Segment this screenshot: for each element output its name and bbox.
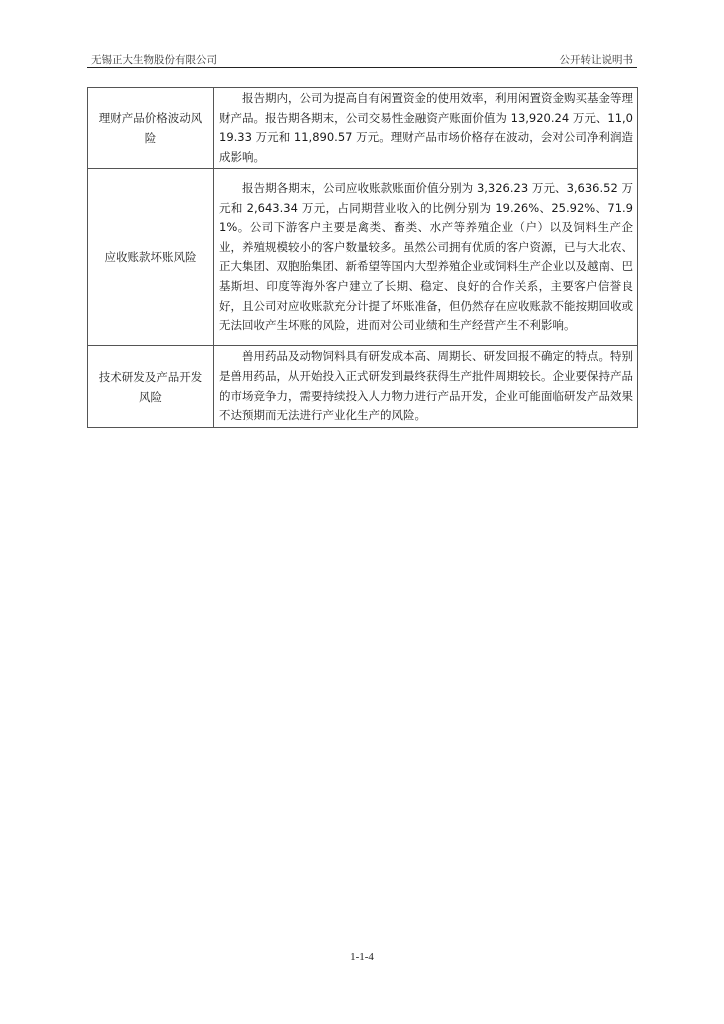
document-type: 公开转让说明书 bbox=[559, 54, 633, 66]
risk-table bbox=[87, 87, 638, 428]
table-row bbox=[88, 169, 638, 346]
company-name: 无锡正大生物股份有限公司 bbox=[91, 54, 217, 66]
risk-description-cell: 兽用药品及动物饲料具有研发成本高、周期长、研发回报不确定的特点。特别是兽用药品，从开始投入正式研发到最终获得生产批件周期较长。企业要保持产品的市场竞争力，需要持续投入人力物力进行产品开发，企业可能面临研发产品效果不达预期而无法进行产业化生产的风险。 bbox=[214, 346, 638, 427]
header-rule bbox=[87, 67, 637, 68]
risk-name-cell: 应收账款坏账风险 bbox=[88, 169, 214, 346]
risk-name-cell: 技术研发及产品开发风险 bbox=[88, 346, 214, 427]
page-number: 1-1-4 bbox=[350, 951, 374, 963]
risk-description-cell: 报告期内，公司为提高自有闲置资金的使用效率，利用闲置资金购买基金等理财产品。报告期各期末，公司交易性金融资产账面价值为 13,920.24 万元、11,019.33 万元和 11,890.57 万元。理财产品市场价格存在波动，会对公司净利润造成影响。 bbox=[214, 88, 638, 169]
risk-description-cell: 报告期各期末，公司应收账款账面价值分别为 3,326.23 万元、3,636.52 万元和 2,643.34 万元，占同期营业收入的比例分别为 19.26%、25.92%、71.91%。公司下游客户主要是禽类、畜类、水产等养殖企业（户）以及饲料生产企业，养殖规模较小的客户数量较多。虽然公司拥有优质的客户资源，已与大北农、正大集团、双胞胎集团、新希望等国内大型养殖企业或饲料生产企业以及越南、巴基斯坦、印度等海外客户建立了长期、稳定、良好的合作关系，主要客户信誉良好，且公司对应收账款充分计提了坏账准备，但仍然存在应收账款不能按期回收或无法回收产生坏账的风险，进而对公司业绩和生产经营产生不利影响。 bbox=[214, 169, 638, 346]
page-header bbox=[87, 50, 637, 68]
risk-name-cell: 理财产品价格波动风险 bbox=[88, 88, 214, 169]
table-row bbox=[88, 346, 638, 427]
table-row bbox=[88, 88, 638, 169]
